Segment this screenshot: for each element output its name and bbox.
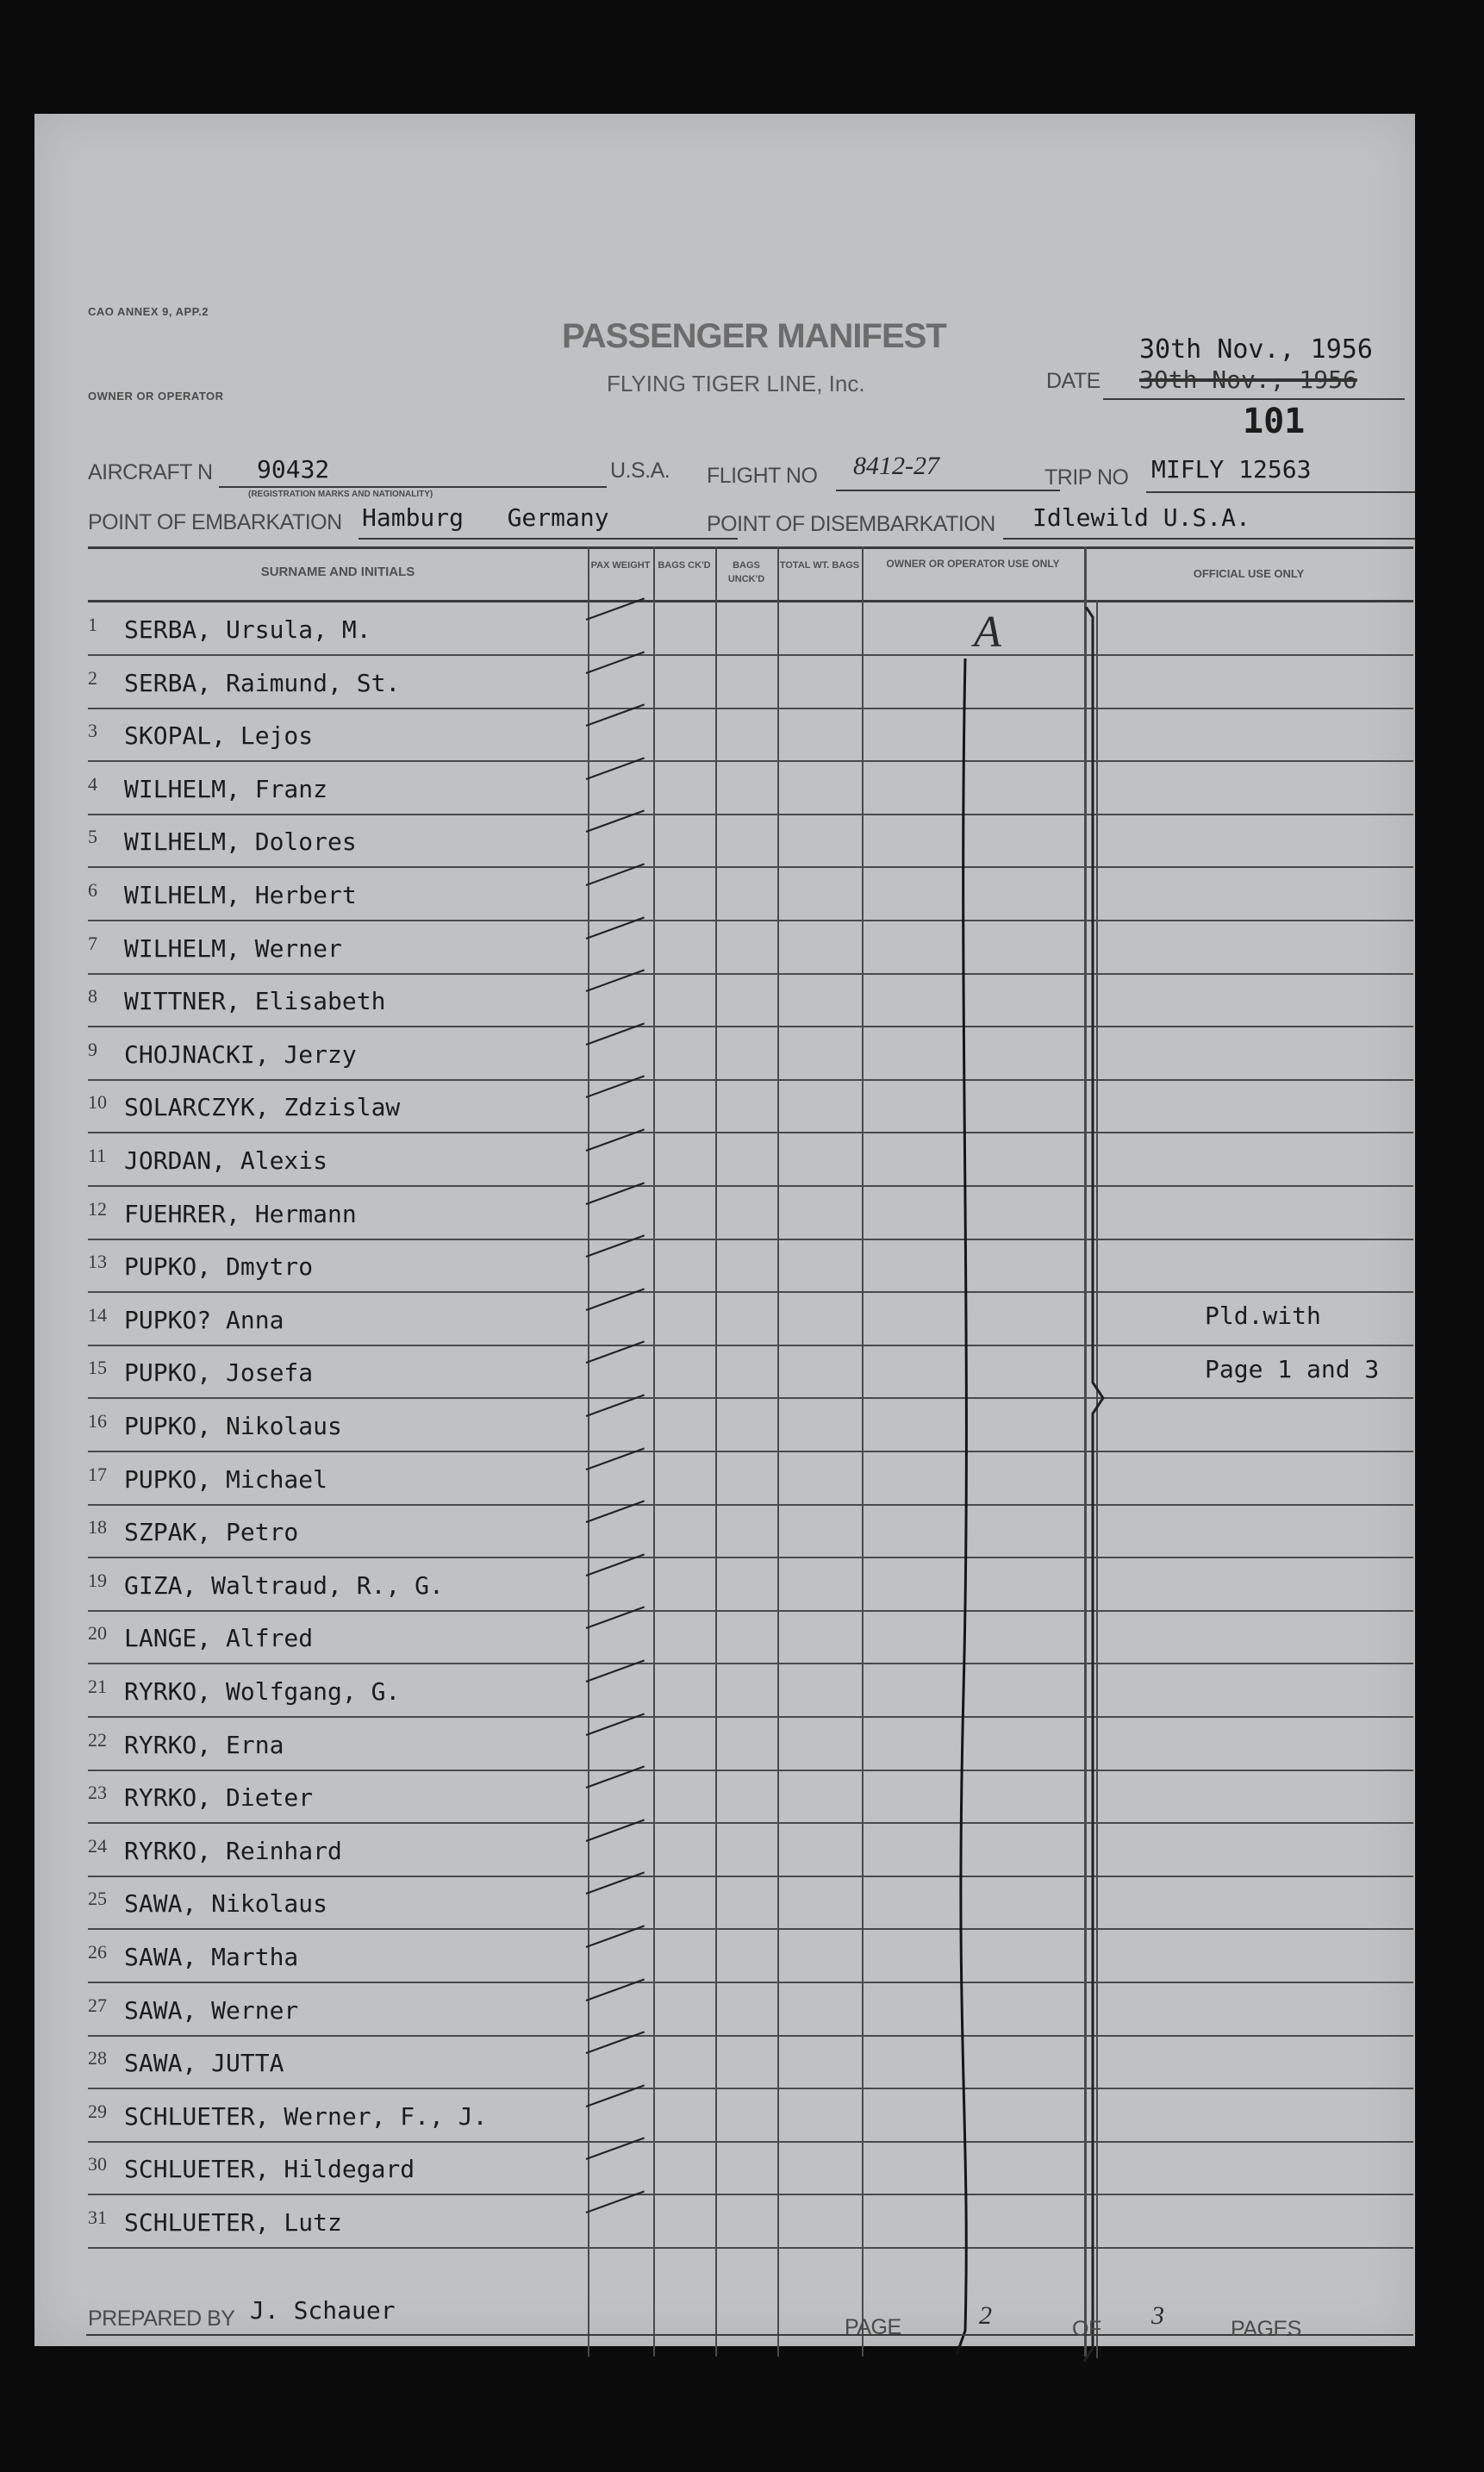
passenger-row (88, 1079, 1413, 1133)
passenger-name: SKOPAL, Lejos (124, 721, 314, 751)
row-number: 11 (88, 1145, 107, 1166)
passenger-name: PUPKO, Dmytro (124, 1252, 314, 1282)
row-number: 5 (88, 826, 97, 848)
row-number: 19 (88, 1569, 107, 1591)
passenger-name: CHOJNACKI, Jerzy (124, 1039, 357, 1069)
pax-weight-check-mark (586, 704, 645, 727)
passenger-row (88, 1770, 1413, 1824)
pax-weight-check-mark (586, 1235, 645, 1258)
row-number: 28 (88, 2047, 107, 2069)
pax-weight-check-mark (586, 810, 645, 833)
passenger-name: WITTNER, Elisabeth (124, 987, 386, 1016)
row-number: 10 (88, 1091, 107, 1114)
col-header-total-wt: TOTAL WT. BAGS (779, 560, 860, 571)
page-number: 2 (979, 2301, 992, 2330)
passenger-name: SERBA, Raimund, St. (124, 668, 401, 697)
passenger-row (88, 1504, 1413, 1558)
passenger-row (88, 1557, 1413, 1612)
passenger-row (88, 2141, 1413, 2195)
embarkation-label: POINT OF EMBARKATION (88, 510, 342, 534)
trip-value: MIFLY 12563 (1151, 455, 1312, 484)
passenger-name: SERBA, Ursula, M. (124, 615, 371, 644)
passenger-row (88, 1451, 1413, 1506)
passenger-row (88, 708, 1413, 762)
pax-weight-check-mark (586, 757, 645, 780)
of-label: OF (1072, 2317, 1101, 2341)
row-number: 18 (88, 1516, 107, 1539)
row-number: 24 (88, 1834, 107, 1857)
passenger-name: SZPAK, Petro (124, 1518, 299, 1547)
airline-name: FLYING TIGER LINE, Inc. (607, 371, 865, 396)
flight-label: FLIGHT NO (707, 464, 818, 488)
pax-weight-check-mark (586, 1659, 645, 1682)
passenger-row (88, 1876, 1413, 1930)
embarkation-value: Hamburg Germany (362, 503, 609, 532)
annex-reference: CAO ANNEX 9, APP.2 (88, 305, 209, 318)
passenger-name: PUPKO, Josefa (124, 1358, 314, 1388)
date-label: DATE (1046, 369, 1101, 393)
pax-weight-check-mark (586, 1128, 645, 1152)
pax-weight-check-mark (586, 916, 645, 939)
page-stamp: 101 (1243, 402, 1306, 441)
passenger-row (88, 1398, 1413, 1452)
total-pages: 3 (1151, 2301, 1164, 2330)
row-number: 27 (88, 1994, 107, 2016)
row-number: 3 (88, 720, 97, 742)
col-header-bags-ckd: BAGS CK'D (658, 560, 711, 571)
pax-weight-check-mark (586, 651, 645, 674)
passenger-row (88, 1186, 1413, 1240)
passenger-row (88, 2088, 1413, 2143)
passenger-name: LANGE, Alfred (124, 1624, 314, 1653)
pax-weight-check-mark (586, 1713, 645, 1736)
row-number: 17 (88, 1463, 107, 1485)
pax-weight-check-mark (586, 1978, 645, 2001)
flight-value: 8412-27 (853, 452, 939, 480)
passenger-name: RYRKO, Erna (124, 1730, 284, 1759)
passenger-name: WILHELM, Herbert (124, 881, 357, 909)
passenger-name: SAWA, Nikolaus (124, 1889, 328, 1919)
disembarkation-value: Idlewild U.S.A. (1032, 503, 1250, 532)
passenger-row (88, 921, 1413, 975)
pax-weight-check-mark (586, 2084, 645, 2107)
passenger-name: PUPKO? Anna (124, 1305, 284, 1334)
row-number: 9 (88, 1038, 97, 1060)
row-number: 6 (88, 879, 97, 901)
row-number: 26 (88, 1941, 107, 1963)
passenger-name: PUPKO, Nikolaus (124, 1412, 342, 1440)
pax-weight-check-mark (586, 1766, 645, 1789)
passenger-row (88, 1929, 1413, 1983)
official-bracket (1081, 607, 1107, 2365)
pax-weight-check-mark (586, 1076, 645, 1099)
operator-mark: A (974, 608, 1001, 657)
pax-weight-check-mark (586, 1872, 645, 1895)
aircraft-value: 90432 (257, 455, 330, 484)
pax-weight-check-mark (586, 1022, 645, 1046)
row-number: 30 (88, 2153, 107, 2175)
pax-weight-check-mark (586, 2190, 645, 2213)
passenger-row (88, 973, 1413, 1027)
passenger-name: SCHLUETER, Werner, F., J. (124, 2101, 488, 2131)
row-number: 22 (88, 1728, 107, 1751)
pax-weight-check-mark (586, 863, 645, 886)
passenger-name: PUPKO, Michael (124, 1464, 328, 1494)
passenger-name: WILHELM, Franz (124, 774, 328, 803)
official-note-1: Pld.with (1205, 1302, 1321, 1330)
passenger-row (88, 1982, 1413, 2037)
row-number: 12 (88, 1197, 107, 1220)
operator-continuation-line (950, 659, 984, 2357)
passenger-name: FUEHRER, Hermann (124, 1199, 357, 1228)
row-number: 25 (88, 1888, 107, 1910)
passenger-name: SCHLUETER, Lutz (124, 2208, 342, 2237)
pax-weight-check-mark (586, 1447, 645, 1470)
col-header-bags-unckd: BAGS UNCK'D (727, 560, 765, 584)
pax-weight-check-mark (586, 1288, 645, 1311)
row-number: 2 (88, 666, 97, 689)
prepared-by-label: PREPARED BY (88, 2307, 235, 2331)
col-header-name: SURNAME AND INITIALS (260, 565, 415, 579)
pax-weight-check-mark (586, 970, 645, 993)
pages-label: PAGES (1231, 2317, 1301, 2341)
passenger-name: SAWA, JUTTA (124, 2049, 284, 2078)
row-number: 15 (88, 1357, 107, 1379)
official-note-2: Page 1 and 3 (1205, 1355, 1380, 1383)
aircraft-sub: (REGISTRATION MARKS AND NATIONALITY) (248, 490, 433, 499)
row-number: 14 (88, 1303, 107, 1326)
passenger-name: RYRKO, Reinhard (124, 1836, 342, 1865)
passenger-row (88, 761, 1413, 815)
passenger-row (88, 1610, 1413, 1664)
passenger-table (88, 546, 1413, 2363)
passenger-row (88, 655, 1413, 709)
page-label: PAGE (845, 2315, 901, 2339)
row-number: 29 (88, 2100, 107, 2122)
pax-weight-check-mark (586, 2032, 645, 2055)
row-number: 4 (88, 772, 97, 795)
row-number: 1 (88, 614, 97, 635)
row-number: 8 (88, 985, 97, 1008)
pax-weight-check-mark (586, 1341, 645, 1364)
row-number: 23 (88, 1782, 107, 1804)
row-number: 16 (88, 1410, 107, 1432)
passenger-name: RYRKO, Dieter (124, 1783, 314, 1813)
passenger-name: GIZA, Waltraud, R., G. (124, 1570, 444, 1600)
passenger-row (88, 1823, 1413, 1877)
disembarkation-label: POINT OF DISEMBARKATION (707, 512, 995, 536)
passenger-row (88, 602, 1413, 656)
passenger-row (88, 1239, 1413, 1293)
passenger-row (88, 2194, 1413, 2249)
passenger-name: SAWA, Martha (124, 1943, 299, 1971)
row-number: 21 (88, 1676, 107, 1697)
pax-weight-check-mark (586, 1925, 645, 1948)
prepared-by-value: J. Schauer (250, 2296, 396, 2325)
passenger-row (88, 867, 1413, 921)
pax-weight-check-mark (586, 2138, 645, 2161)
passenger-row (88, 1133, 1413, 1187)
passenger-row (88, 2035, 1413, 2089)
col-header-operator: OWNER OR OPERATOR USE ONLY (886, 558, 1060, 570)
row-number: 31 (88, 2207, 107, 2228)
pax-weight-check-mark (586, 1182, 645, 1205)
pax-weight-check-mark (586, 597, 645, 621)
row-number: 13 (88, 1251, 107, 1273)
passenger-name: SAWA, Werner (124, 1995, 299, 2025)
pax-weight-check-mark (586, 1819, 645, 1842)
passenger-name: JORDAN, Alexis (124, 1146, 328, 1175)
row-number: 7 (88, 932, 97, 954)
row-number: 20 (88, 1622, 107, 1645)
document-title: PASSENGER MANIFEST (562, 317, 946, 355)
passenger-name: SCHLUETER, Hildegard (124, 2155, 415, 2184)
passenger-row (88, 1717, 1413, 1771)
passenger-row (88, 814, 1413, 868)
passenger-name: WILHELM, Dolores (124, 827, 357, 857)
manifest-sheet (34, 114, 1415, 2346)
usa-label: U.S.A. (610, 459, 670, 483)
pax-weight-check-mark (586, 1394, 645, 1417)
col-header-official: OFFICIAL USE ONLY (1193, 567, 1305, 580)
passenger-name: SOLARCZYK, Zdzislaw (124, 1093, 401, 1122)
owner-label: OWNER OR OPERATOR (88, 390, 224, 403)
passenger-row (88, 1664, 1413, 1718)
trip-label: TRIP NO (1044, 465, 1129, 490)
aircraft-label: AIRCRAFT N (88, 460, 213, 484)
date-struck: 30th Nov., 1956 (1139, 365, 1357, 394)
pax-weight-check-mark (586, 1607, 645, 1630)
passenger-name: WILHELM, Werner (124, 933, 342, 963)
passenger-name: RYRKO, Wolfgang, G. (124, 1677, 401, 1706)
passenger-row (88, 1027, 1413, 1081)
date-value: 30th Nov., 1956 (1139, 334, 1373, 365)
pax-weight-check-mark (586, 1501, 645, 1524)
pax-weight-check-mark (586, 1553, 645, 1576)
col-header-pax-weight: PAX WEIGHT (590, 560, 651, 571)
